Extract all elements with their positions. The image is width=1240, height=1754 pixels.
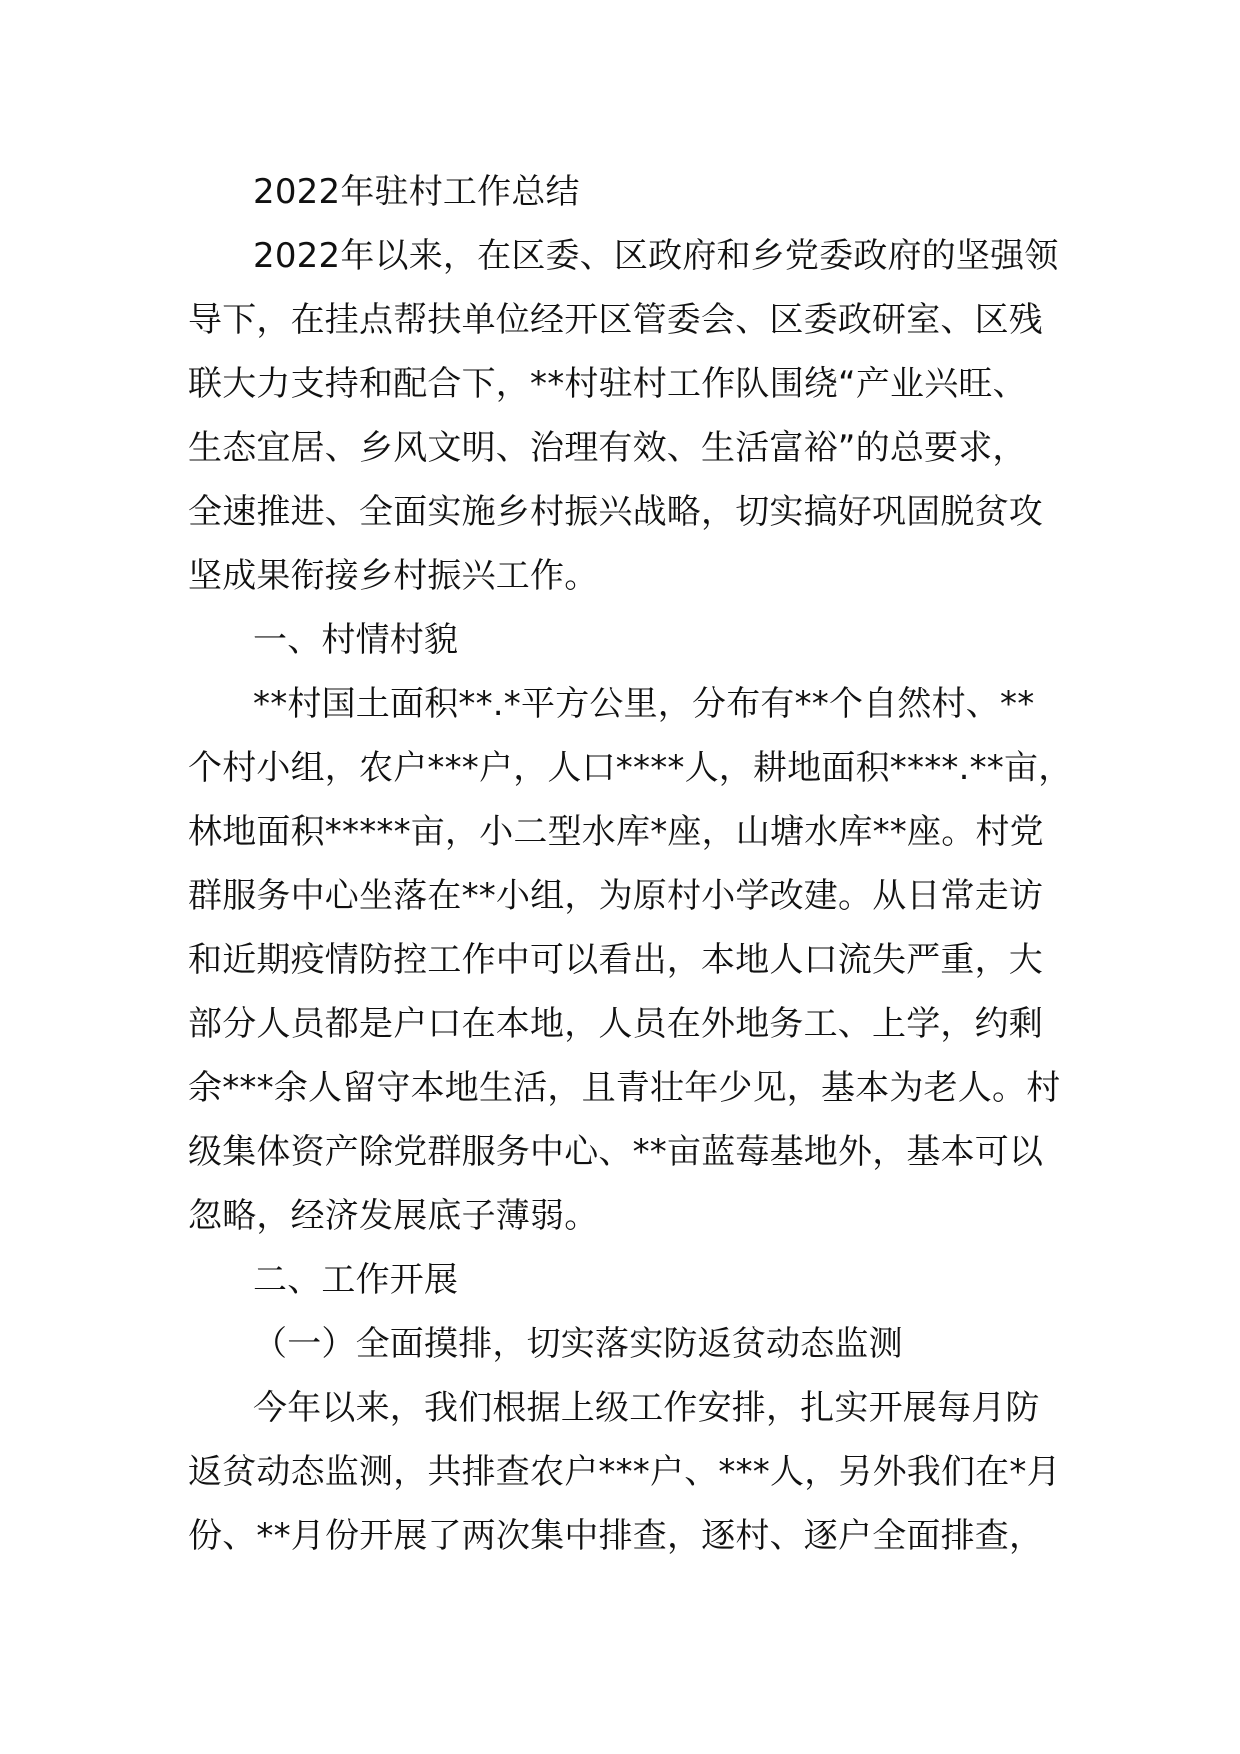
paragraph-line: 份、**月份开展了两次集中排查，逐村、逐户全面排查， bbox=[188, 1516, 1044, 1556]
paragraph-line: 和近期疫情防控工作中可以看出，本地人口流失严重，大 bbox=[188, 940, 1043, 980]
monitoring-paragraph bbox=[188, 1376, 1061, 1568]
paragraph-line: 生态宜居、乡风文明、治理有效、生活富裕”的总要求， bbox=[188, 428, 1027, 468]
section-heading-work-progress: 二、工作开展 bbox=[253, 1260, 459, 1300]
paragraph-line: 群服务中心坐落在**小组，为原村小学改建。从日常走访 bbox=[188, 876, 1044, 916]
paragraph-line: 坚成果衔接乡村振兴工作。 bbox=[188, 556, 599, 596]
section-heading-village-profile: 一、村情村貌 bbox=[253, 620, 459, 660]
subsection-heading-monitoring: （一）全面摸排，切实落实防返贫动态监测 bbox=[253, 1324, 903, 1364]
paragraph-line: 全速推进、全面实施乡村振兴战略，切实搞好巩固脱贫攻 bbox=[188, 492, 1043, 532]
paragraph-line: 余***余人留守本地生活，且青壮年少见，基本为老人。村 bbox=[188, 1068, 1061, 1108]
paragraph-line: 个村小组，农户***户，人口****人，耕地面积****.**亩， bbox=[188, 748, 1073, 788]
village-profile-paragraph bbox=[188, 672, 1073, 1248]
paragraph-line: 2022年以来，在区委、区政府和乡党委政府的坚强领 bbox=[253, 236, 1059, 276]
paragraph-line: 联大力支持和配合下，**村驻村工作队围绕“产业兴旺、 bbox=[188, 364, 1027, 404]
document-page bbox=[188, 160, 1073, 1568]
paragraph-line: 部分人员都是户口在本地，人员在外地务工、上学，约剩 bbox=[188, 1004, 1043, 1044]
paragraph-line: 返贫动态监测，共排查农户***户、***人，另外我们在*月 bbox=[188, 1452, 1061, 1492]
paragraph-line: 今年以来，我们根据上级工作安排，扎实开展每月防 bbox=[253, 1388, 1040, 1428]
paragraph-line: **村国土面积**.*平方公里，分布有**个自然村、** bbox=[253, 684, 1035, 724]
paragraph-line: 级集体资产除党群服务中心、**亩蓝莓基地外，基本可以 bbox=[188, 1132, 1044, 1172]
paragraph-line: 导下，在挂点帮扶单位经开区管委会、区委政研室、区残 bbox=[188, 300, 1043, 340]
paragraph-line: 林地面积*****亩，小二型水库*座，山塘水库**座。村党 bbox=[188, 812, 1044, 852]
document-title: 2022年驻村工作总结 bbox=[253, 172, 580, 212]
intro-paragraph bbox=[188, 224, 1059, 608]
paragraph-line: 忽略，经济发展底子薄弱。 bbox=[188, 1196, 599, 1236]
